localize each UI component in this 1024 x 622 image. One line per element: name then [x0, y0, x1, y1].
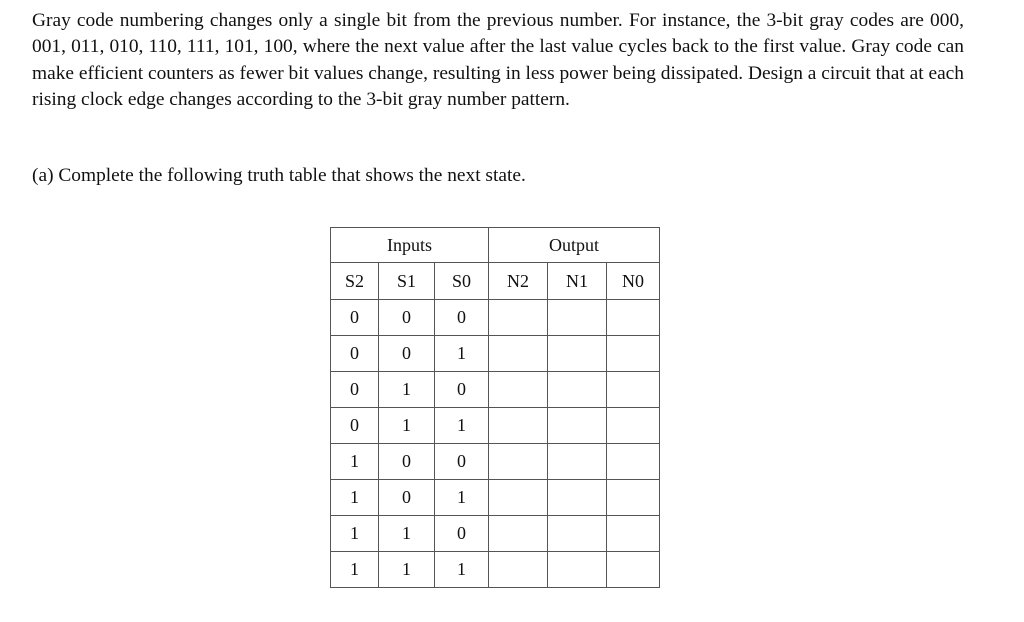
cell-s1: 0 [379, 480, 435, 516]
cell-n2[interactable] [489, 336, 548, 372]
problem-paragraph: Gray code numbering changes only a single bit from the previous number. For instance, the 3-bit gray codes are 000, 001, 011, 010, 110, 111, 101, 100, where the next value after the last value cycles back to the first value. Gray code can make efficient counters as fewer bit values change, resulting in less power being dissipated. Design a circuit that at each rising clock edge changes according to the 3-bit gray number pattern. [32, 10, 964, 110]
cell-n0[interactable] [607, 516, 660, 552]
cell-s2: 1 [331, 444, 379, 480]
group-header-row [331, 228, 660, 263]
cell-s2: 0 [331, 372, 379, 408]
question-a: (a) Complete the following truth table that shows the next state. [32, 165, 526, 186]
column-header-s0: S0 [435, 263, 489, 300]
cell-n2[interactable] [489, 516, 548, 552]
cell-n2[interactable] [489, 480, 548, 516]
cell-s2: 1 [331, 552, 379, 588]
output-header: Output [489, 228, 660, 263]
cell-s0: 1 [435, 336, 489, 372]
cell-s2: 0 [331, 300, 379, 336]
cell-n0[interactable] [607, 552, 660, 588]
column-header-n2: N2 [489, 263, 548, 300]
cell-s0: 1 [435, 552, 489, 588]
table-row [331, 444, 660, 480]
cell-n1[interactable] [548, 408, 607, 444]
inputs-header: Inputs [331, 228, 489, 263]
table-row [331, 336, 660, 372]
cell-n0[interactable] [607, 444, 660, 480]
cell-n1[interactable] [548, 336, 607, 372]
cell-s1: 0 [379, 444, 435, 480]
cell-n1[interactable] [548, 444, 607, 480]
cell-s0: 1 [435, 480, 489, 516]
cell-s1: 1 [379, 408, 435, 444]
cell-s2: 0 [331, 408, 379, 444]
column-header-row [331, 263, 660, 300]
cell-n2[interactable] [489, 372, 548, 408]
column-header-s2: S2 [331, 263, 379, 300]
cell-n1[interactable] [548, 516, 607, 552]
cell-n1[interactable] [548, 480, 607, 516]
table-row [331, 300, 660, 336]
truth-table [330, 227, 660, 588]
cell-s1: 0 [379, 300, 435, 336]
cell-s0: 0 [435, 372, 489, 408]
cell-s0: 0 [435, 300, 489, 336]
cell-n0[interactable] [607, 408, 660, 444]
table-row [331, 480, 660, 516]
cell-n0[interactable] [607, 336, 660, 372]
cell-s2: 1 [331, 516, 379, 552]
table-row [331, 372, 660, 408]
cell-n1[interactable] [548, 372, 607, 408]
cell-n0[interactable] [607, 372, 660, 408]
cell-s0: 0 [435, 516, 489, 552]
table-row [331, 516, 660, 552]
cell-n1[interactable] [548, 300, 607, 336]
cell-s2: 1 [331, 480, 379, 516]
cell-n2[interactable] [489, 552, 548, 588]
cell-n1[interactable] [548, 552, 607, 588]
cell-s1: 0 [379, 336, 435, 372]
cell-n2[interactable] [489, 408, 548, 444]
column-header-n1: N1 [548, 263, 607, 300]
cell-s1: 1 [379, 516, 435, 552]
cell-n0[interactable] [607, 480, 660, 516]
cell-n2[interactable] [489, 444, 548, 480]
column-header-n0: N0 [607, 263, 660, 300]
cell-n2[interactable] [489, 300, 548, 336]
truth-table-body [331, 300, 660, 588]
cell-s0: 1 [435, 408, 489, 444]
cell-n0[interactable] [607, 300, 660, 336]
cell-s2: 0 [331, 336, 379, 372]
cell-s1: 1 [379, 372, 435, 408]
cell-s0: 0 [435, 444, 489, 480]
table-row [331, 552, 660, 588]
table-row [331, 408, 660, 444]
cell-s1: 1 [379, 552, 435, 588]
column-header-s1: S1 [379, 263, 435, 300]
